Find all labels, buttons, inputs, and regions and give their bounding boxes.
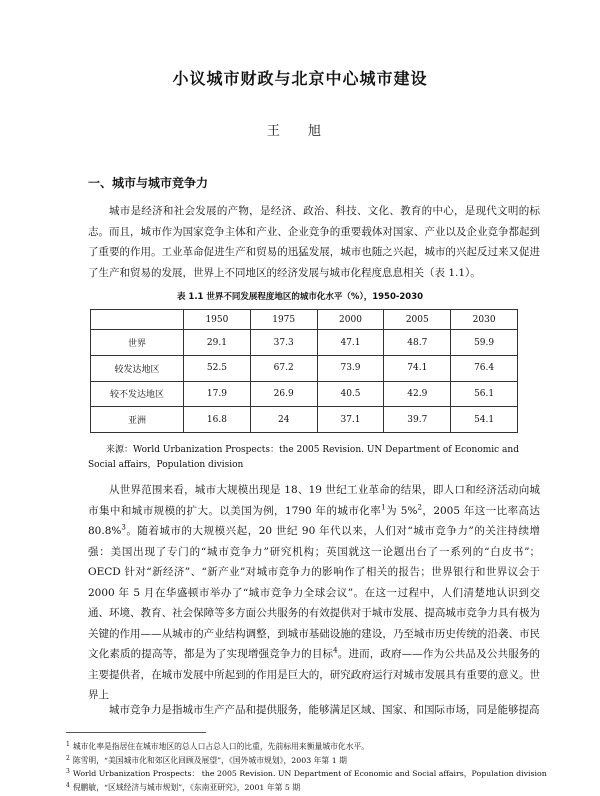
- footnote: [66, 753, 546, 767]
- paragraph-2-text: 。进而，政府——作为公共品及公共服务的主要提供者，在城市发展中所起到的作用是巨大的，研究政府运行对城市发展具有重要的意义。世界上: [88, 648, 541, 701]
- page-title: 小议城市财政与北京中心城市建设: [172, 69, 428, 88]
- table-cell: 37.3: [250, 330, 317, 356]
- footnote-ref: 2: [417, 503, 422, 511]
- footnote-ref: 3: [121, 523, 126, 532]
- header-cell: 2030: [451, 310, 518, 330]
- table-cell: 37.1: [317, 407, 384, 433]
- row-label: 亚洲: [91, 407, 184, 433]
- table-cell: 42.9: [384, 381, 451, 407]
- table-cell: 40.5: [317, 381, 384, 407]
- table-cell: 74.1: [384, 355, 451, 381]
- table-cell: 16.8: [184, 407, 251, 433]
- header-cell: 1950: [184, 310, 251, 330]
- table-cell: 29.1: [184, 330, 251, 356]
- paragraph-3: 城市竞争力是指城市生产产品和提供服务，能够满足区域、国家、和国际市场，同是能够提高: [109, 704, 540, 716]
- footnote-ref: 4: [333, 646, 338, 655]
- row-label: 世界: [91, 330, 184, 356]
- table-row: [91, 355, 518, 381]
- footnote-number: 4: [66, 781, 70, 789]
- table-caption: 表 1.1 世界不同发展程度地区的城市化水平（%），1950-2030: [176, 292, 424, 302]
- footnote-number: 2: [66, 754, 70, 762]
- table-header-row: [91, 310, 518, 330]
- table-cell: 67.2: [250, 355, 317, 381]
- footnote: [66, 739, 546, 753]
- table-cell: 47.1: [317, 330, 384, 356]
- table-cell: 76.4: [451, 355, 518, 381]
- footnotes: [66, 739, 546, 793]
- section-heading: 一、城市与城市竞争力: [88, 176, 209, 190]
- footnote-divider: [66, 732, 206, 733]
- footnote: [66, 766, 546, 780]
- footnote: [66, 780, 546, 794]
- table-row: [91, 381, 518, 407]
- table-cell: 48.7: [384, 330, 451, 356]
- paragraph-2-text: ，2005 年这一比率高达 80.8%: [88, 504, 540, 537]
- author-name: 王 旭: [266, 124, 334, 139]
- table-source: 来源：World Urbanization Prospects：the 2005 Revision. UN Department of Economic and Social affairs，Population division: [88, 445, 519, 470]
- table-cell: 59.9: [451, 330, 518, 356]
- footnote-text: 城市化率是指居住在城市地区的总人口占总人口的比重，先前标用来衡量城市化水平。: [72, 742, 370, 751]
- table-cell: 24: [250, 407, 317, 433]
- table-cell: 52.5: [184, 355, 251, 381]
- footnote-number: 3: [66, 768, 70, 775]
- table-cell: 39.7: [384, 407, 451, 433]
- table-corner-cell: [91, 310, 184, 330]
- table-row: [91, 407, 518, 433]
- table-cell: 54.1: [451, 407, 518, 433]
- table-cell: 17.9: [184, 381, 251, 407]
- row-label: 较发达地区: [91, 355, 184, 381]
- table-cell: 73.9: [317, 355, 384, 381]
- urbanization-table: [90, 309, 518, 433]
- paragraph-2: [88, 480, 540, 706]
- row-label: 较不发达地区: [91, 381, 184, 407]
- footnote-ref: 1: [381, 503, 386, 511]
- footnote-number: 1: [66, 741, 70, 748]
- header-cell: 2005: [384, 310, 451, 330]
- table-cell: 56.1: [451, 381, 518, 407]
- paragraph-2-text: 为 5%: [385, 504, 418, 517]
- header-cell: 1975: [250, 310, 317, 330]
- footnote-text: World Urbanization Prospects： the 2005 Revision. UN Department of Economic and Social affairs，Population division: [72, 769, 547, 778]
- footnote-text: 倪鹏敏，“区域经济与城市规划”，《东南亚研究》，2001 年第 5 期: [72, 782, 301, 792]
- paragraph-2-text: 。随着城市的大规模兴起，20 世纪 90 年代以来，人们对“城市竞争力”的关注持续增强：美国出现了专门的“城市竞争力”研究机构；英国就这一论题出台了一系列的“白皮书”；OECD 针对“新经济”、“新产业”对城市竞争力的影响作了相关的报告；世界银行和世界议会于 2000 年 5 月在华盛顿市举办了“城市竞争力全球会议”。在这一过程中，人们清楚地认识到交通、环境、教育、社会保障等多方面公共服务的有效提供对于城市发展、提高城市竞争力具有极为关键的作用——从城市的产业结构调整，到城市基础设施的建设，乃至城市历史传统的沿袭、市民文化素质的提高等，都是为了实现增强竞争力的目标: [88, 525, 540, 660]
- table-cell: 26.9: [250, 381, 317, 407]
- footnote-text: 陈雪明，“美国城市化和郊区化回顾及展望”，《国外城市规划》，2003 年第 1 期: [72, 755, 347, 765]
- header-cell: 2000: [317, 310, 384, 330]
- table-row: [91, 330, 518, 356]
- paragraph-2-text: 从世界范围来看，城市大规模出现是 18、19 世纪工业革命的结果，即人口和经济活动向城市集中和城市规模的扩大。以美国为例，1790 年的城市化率: [88, 484, 540, 517]
- paragraph-1: 城市是经济和社会发展的产物，是经济、政治、科技、文化、教育的中心，是现代文明的标志。而且，城市作为国家竞争主体和产业、企业竞争的重要载体对国家、产业以及企业竞争都起到了重要的作用。工业革命促进生产和贸易的迅猛发展，城市也随之兴起，城市的兴起反过来又促进了生产和贸易的发展，世界上不同地区的经济发展与城市化程度息息相关（表 1.1）。: [88, 205, 540, 279]
